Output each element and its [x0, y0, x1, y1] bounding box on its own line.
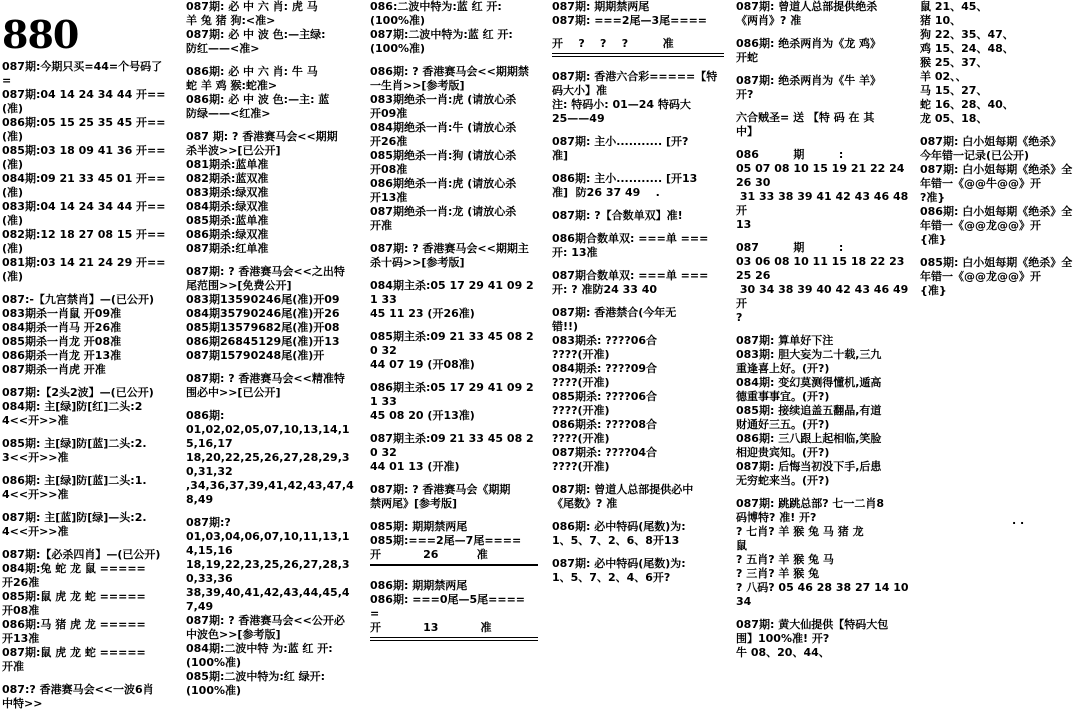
text-line: 087期: 必 中 波 色:—主绿:: [186, 28, 326, 41]
text-line: 081期杀:蓝单准: [186, 158, 269, 171]
text-line: 086期: 必 中 波 色:—主: 蓝: [186, 93, 330, 106]
text-line: 084期: 变幻莫测得懂机,遁高: [736, 376, 882, 389]
text-line: 082期杀:蓝双准: [186, 172, 269, 185]
text-line: ????(开准): [552, 432, 610, 445]
text-line: 086期: 绝杀两肖为《龙 鸡》: [736, 37, 882, 50]
text-line: 084期:二波中特 为:蓝 红 开:: [186, 642, 333, 655]
text-line: 087期:鼠 虎 龙 蛇 =====: [2, 646, 146, 659]
spacer: [186, 121, 358, 130]
text-line: 087期: ? 香港赛马会《期期: [370, 483, 511, 496]
text-line: 一生肖>>[参考版]: [370, 79, 465, 92]
text-line: 今年错一记录(已公开): [920, 149, 1030, 162]
spacer: [552, 223, 724, 232]
text-line: 081期:03 14 21 24 29 开==(准): [2, 256, 166, 283]
text-line: 25——49: [552, 112, 605, 125]
text-line: 084期主杀:05 17 29 41 09 21 33: [370, 279, 534, 306]
text-line: 45 08 20 (开13准): [370, 409, 475, 422]
spacer: [552, 511, 724, 520]
text-line: 086期: 期期禁两尾: [370, 579, 468, 592]
spacer: [552, 126, 724, 135]
text-line: 1、5、7、2、6、8开13: [552, 534, 680, 547]
text-line: 086期合数单双: ===单 ===: [552, 232, 709, 245]
text-line: 杀十码>>[参考版]: [370, 256, 465, 269]
text-line: 087期: 香港禁合(今年无: [552, 306, 677, 319]
text-line: 猴 25、37、: [920, 56, 988, 69]
text-line: 无穷蛇来当。(开?): [736, 474, 830, 487]
text-line: 086期: 必 中 六 肖: 牛 马: [186, 65, 318, 78]
text-line: 087 期: ? 香港赛马会<<期期: [186, 130, 338, 143]
text-line: 准]: [552, 149, 569, 162]
text-line: 087期: 曾道人总部提供绝杀: [736, 0, 878, 13]
text-line: ????(开准): [552, 376, 610, 389]
text-line: 087期:【必杀四肖】—(已公开): [2, 548, 161, 561]
text-line: 开13准: [370, 191, 408, 204]
text-line: 年错一《@@龙@@》开: [920, 219, 1041, 232]
spacer: [736, 139, 914, 148]
spacer: [736, 232, 914, 241]
text-line: ,34,36,37,39,41,42,43,47,48,49: [186, 479, 354, 506]
spacer: [2, 284, 172, 293]
text-line: 087:? 香港赛马会<<一波6肖: [2, 683, 154, 696]
text-line: ?: [736, 311, 743, 324]
spacer: [186, 256, 358, 265]
text-line: 086期杀一肖龙 开13准: [2, 349, 122, 362]
spacer: [552, 28, 724, 37]
text-line: 087期: ? 香港赛马会<<之出特: [186, 265, 345, 278]
text-line: 086期:: [186, 409, 225, 422]
text-line: (100%准): [370, 42, 426, 55]
text-line: 中波色>>[参考版]: [186, 628, 281, 641]
text-line: 087期:?: [186, 516, 231, 529]
text-line: 开 ? ? ? 准: [552, 37, 674, 50]
spacer: [370, 233, 538, 242]
text-line: 087期: ===2尾—3尾====: [552, 14, 708, 27]
text-line: 年错一《@@龙@@》开: [920, 270, 1041, 283]
text-line: 开?: [736, 88, 754, 101]
text-line: (100%准): [186, 684, 242, 697]
text-line: 开: 13准: [552, 246, 598, 259]
text-line: 重逢喜上好。(开?): [736, 362, 830, 375]
text-line: 083期13590246尾(准)开09: [186, 293, 340, 306]
text-line: 087期:04 14 24 34 44 开==(准): [2, 88, 166, 115]
text-line: 开09准: [370, 107, 408, 120]
text-line: 087期: 主小........... [开?: [552, 135, 689, 148]
spacer: [736, 609, 914, 618]
text-line: 杀半波>>[已公开]: [186, 144, 281, 157]
text-line: 蛇 羊 鸡 猴:蛇准>: [186, 79, 278, 92]
text-line: 087期: 跳跳总部? 七一二肖8: [736, 497, 885, 510]
text-line: 085期绝杀一肖:狗 (请放心杀: [370, 149, 517, 162]
text-line: 44 07 19 (开08准): [370, 358, 475, 371]
text-line: ? 八码? 05 46 28 38 27 14 10: [736, 581, 909, 594]
spacer: [2, 428, 172, 437]
spacer: [736, 325, 914, 334]
text-line: 085期:鼠 虎 龙 蛇 =====: [2, 590, 146, 603]
text-line: 085期: 白小姐每期《绝杀》全: [920, 256, 1073, 269]
text-line: 注: 特码小: 01—24 特码大: [552, 98, 691, 111]
text-line: 086期: 主小........... [开13: [552, 172, 698, 185]
text-line: 084期:兔 蛇 龙 鼠 =====: [2, 562, 146, 575]
text-line: =: [2, 74, 12, 87]
spacer: [370, 570, 538, 579]
text-line: 38,39,40,41,42,43,44,45,47,49: [186, 586, 350, 613]
spacer: [736, 28, 914, 37]
text-line: 中】: [736, 125, 758, 138]
text-line: 084期绝杀一肖:牛 (请放心杀: [370, 121, 517, 134]
text-line: (100%准): [186, 656, 242, 669]
column-6: [920, 0, 1080, 718]
spacer: [370, 474, 538, 483]
text-line: 085期杀: ????06合: [552, 390, 658, 403]
spacer: [920, 247, 1080, 256]
text-line: {准}: [920, 284, 947, 297]
spacer: [552, 548, 724, 557]
text-line: 年错一《@@牛@@》开: [920, 177, 1041, 190]
spacer: [370, 321, 538, 330]
text-line: 087期杀一肖虎 开准: [2, 363, 106, 376]
text-line: 码博特? 准! 开?: [736, 511, 817, 524]
spacer: [552, 260, 724, 269]
text-line: 3<<开>>准: [2, 451, 69, 464]
text-line: 45 11 23 (开26准): [370, 307, 475, 320]
text-line: 086期:马 猪 虎 龙 =====: [2, 618, 146, 631]
text-line: 六合贼圣= 送 【特 码 在 其: [736, 111, 875, 124]
text-line: 084期杀一肖马 开26准: [2, 321, 122, 334]
text-line: 开08准: [370, 163, 408, 176]
text-line: 087期主杀:09 21 33 45 08 20 32: [370, 432, 534, 459]
text-line: 087期: 黄大仙提供【特码大包: [736, 618, 889, 631]
text-line: 01,02,02,05,07,10,13,14,15,16,17: [186, 423, 350, 450]
spacer: [2, 539, 172, 548]
text-line: 围】100%准! 开?: [736, 632, 830, 645]
text-line: 开蛇: [736, 51, 758, 64]
text-line: 4<<开>>准: [2, 525, 69, 538]
big-number: 880: [2, 12, 79, 57]
text-line: 084期杀: ????09合: [552, 362, 658, 375]
text-line: 087期: 必中特码(尾数)为:: [552, 557, 686, 570]
text-line: 086期26845129尾(准)开13: [186, 335, 340, 348]
spacer: [2, 674, 172, 683]
spacer: [736, 65, 914, 74]
text-line: 087期: 后悔当初没下手,后患: [736, 460, 882, 473]
text-line: 084期:09 21 33 45 01 开==(准): [2, 172, 166, 199]
text-line: 4<<开>>准: [2, 414, 69, 427]
text-line: 087期: 期期禁两尾: [552, 0, 650, 13]
text-line: 085期:===2尾—7尾====: [370, 534, 522, 547]
spacer: [370, 56, 538, 65]
spacer: [552, 200, 724, 209]
text-line: =: [370, 607, 380, 620]
text-line: 087期: 曾道人总部提供必中: [552, 483, 694, 496]
text-line: (100%准): [370, 14, 426, 27]
spacer: [736, 488, 914, 497]
column-1: [2, 60, 172, 718]
text-line: 087期合数单双: ===单 ===: [552, 269, 709, 282]
text-line: 开26准: [2, 576, 40, 589]
spacer: [2, 465, 172, 474]
text-line: 05 07 08 10 15 19 21 22 24 26 30: [736, 162, 909, 189]
text-line: 码大小】准: [552, 84, 607, 97]
text-line: 087期:【2头2波】—(已公开): [2, 386, 154, 399]
spacer: [186, 507, 358, 516]
text-line: 083期杀:绿双准: [186, 186, 269, 199]
text-line: 开08准: [2, 604, 40, 617]
text-line: 086:二波中特为:蓝 红 开:: [370, 0, 502, 13]
text-line: 马 15、27、: [920, 84, 988, 97]
spacer: [920, 126, 1080, 135]
text-line: 4<<开>>准: [2, 488, 69, 501]
text-line: 085期13579682尾(准)开08: [186, 321, 340, 334]
text-line: 猪 10、: [920, 14, 962, 27]
text-line: 鼠: [736, 539, 747, 552]
spacer: [552, 61, 724, 70]
text-line: 中特>>: [2, 697, 43, 710]
text-line: 13: [736, 218, 752, 231]
text-line: 开26准: [370, 135, 408, 148]
text-line: 开 26 准: [370, 548, 488, 561]
text-line: 086期: 主[绿]防[蓝]二头:1.: [2, 474, 147, 487]
text-line: 085期杀:蓝单准: [186, 214, 269, 227]
text-line: 狗 22、35、47、: [920, 28, 1014, 41]
text-line: 087期:今期只买=44=个号码了: [2, 60, 163, 73]
separator-line: [370, 564, 538, 566]
text-line: 087期: 必 中 六 肖: 虎 马: [186, 0, 318, 13]
text-line: ????(开准): [552, 404, 610, 417]
text-line: 087期: 白小姐每期《绝杀》全: [920, 163, 1073, 176]
text-line: 086期: 白小姐每期《绝杀》全: [920, 205, 1073, 218]
text-line: 30 34 38 39 40 42 43 46 49 开: [736, 283, 916, 310]
text-line: 鼠 21、45、: [920, 0, 988, 13]
text-line: 087期杀: ????04合: [552, 446, 658, 459]
text-line: 087 期 :: [736, 241, 844, 254]
text-line: 087:-【九宫禁肖】—(已公开): [2, 293, 154, 306]
text-line: 开准: [2, 660, 24, 673]
spacer: [370, 270, 538, 279]
text-line: 083期杀一肖鼠 开09准: [2, 307, 122, 320]
text-line: 085期:二波中特为:红 绿开:: [186, 670, 325, 683]
text-line: 087期: ? 香港赛马会<<期期主: [370, 242, 529, 255]
text-line: 084期35790246尾(准)开26: [186, 307, 340, 320]
text-line: 087期: ? 香港赛马会<<公开必: [186, 614, 345, 627]
column-4: [552, 0, 724, 718]
text-line: 083期杀: ????06合: [552, 334, 658, 347]
spacer: [186, 363, 358, 372]
text-line: 开 13 准: [370, 621, 492, 634]
text-line: 禁两尾》[参考版]: [370, 497, 458, 510]
text-line: 087期: 白小姐每期《绝杀》: [920, 135, 1062, 148]
text-line: 《两肖》? 准: [736, 14, 802, 27]
text-line: 082期:12 18 27 08 15 开==(准): [2, 228, 166, 255]
text-line: 德重事事宜。(开?): [736, 390, 830, 403]
text-line: 084期: 主[绿]防[红]二头:2: [2, 400, 143, 413]
text-line: 086期: ===0尾—5尾====: [370, 593, 526, 606]
text-line: 1、5、7、2、4、6开?: [552, 571, 671, 584]
text-line: 开13准: [2, 632, 40, 645]
column-5: [736, 0, 914, 718]
text-line: 087期: 香港六合彩=====【特: [552, 70, 718, 83]
text-line: 087期:二波中特为:蓝 红 开:: [370, 28, 513, 41]
text-line: 086期:05 15 25 35 45 开==(准): [2, 116, 166, 143]
text-line: 开: ? 准防24 33 40: [552, 283, 658, 296]
text-line: 087期: ? 香港赛马会<<精准特: [186, 372, 345, 385]
text-line: 087期15790248尾(准)开: [186, 349, 325, 362]
text-line: ????(开准): [552, 460, 610, 473]
spacer: [186, 400, 358, 409]
text-line: 083期绝杀一肖:虎 (请放心杀: [370, 93, 517, 106]
text-line: 尾范围>>[免费公开]: [186, 279, 292, 292]
text-line: 财通好三五。(开?): [736, 418, 830, 431]
spacer: [552, 163, 724, 172]
text-line: 34: [736, 595, 752, 608]
spacer: [552, 297, 724, 306]
text-line: 086期绝杀一肖:虎 (请放心杀: [370, 177, 517, 190]
text-line: 086 期 :: [736, 148, 844, 161]
text-line: 01,03,04,06,07,10,11,13,14,15,16: [186, 530, 350, 557]
text-line: 086期: ? 香港赛马会<<期期禁: [370, 65, 529, 78]
text-line: 围必中>>[已公开]: [186, 386, 281, 399]
text-line: 087期: 绝杀两肖为《牛 羊》: [736, 74, 882, 87]
text-line: 085期: 接续追盖五翻晶,有道: [736, 404, 882, 417]
text-line: 087期绝杀一肖:龙 (请放心杀: [370, 205, 517, 218]
text-line: 18,19,22,23,25,26,27,28,30,33,36: [186, 558, 350, 585]
spacer: [2, 377, 172, 386]
spacer: [370, 372, 538, 381]
text-line: 牛 08、20、44、: [736, 646, 830, 659]
text-line: 错!!): [552, 320, 579, 333]
text-line: 31 33 38 39 41 42 43 46 48 开: [736, 190, 916, 217]
double-separator-line: [552, 53, 724, 57]
text-line: 085期主杀:09 21 33 45 08 20 32: [370, 330, 534, 357]
text-line: 鸡 15、24、48、: [920, 42, 1014, 55]
text-line: 相迎贵宾知。(开?): [736, 446, 830, 459]
spacer: [552, 474, 724, 483]
column-3: [370, 0, 538, 718]
text-line: 防红——<准>: [186, 42, 260, 55]
text-line: 03 06 08 10 11 15 18 22 23 25 26: [736, 255, 909, 282]
text-line: 085期: 期期禁两尾: [370, 520, 468, 533]
text-line: 086期主杀:05 17 29 41 09 21 33: [370, 381, 534, 408]
text-line: 087期: 算单好下注: [736, 334, 834, 347]
text-line: 蛇 16、28、40、: [920, 98, 1014, 111]
text-line: 085期: 主[绿]防[蓝]二头:2.: [2, 437, 147, 450]
text-line: 防绿——<红准>: [186, 107, 271, 120]
text-line: 085期:03 18 09 41 36 开==(准): [2, 144, 166, 171]
text-line: 083期:04 14 24 34 44 开==(准): [2, 200, 166, 227]
text-line: 18,20,22,25,26,27,28,29,30,31,32: [186, 451, 350, 478]
text-line: 087期杀:红单准: [186, 242, 269, 255]
spacer: [736, 102, 914, 111]
text-line: {准}: [920, 233, 947, 246]
text-line: ? 三肖? 羊 猴 兔: [736, 567, 820, 580]
text-line: 龙 05、18、: [920, 112, 988, 125]
text-line: ?准}: [920, 191, 946, 204]
spacer: [2, 502, 172, 511]
text-line: 准] 防26 37 49 .: [552, 186, 660, 199]
text-line: 086期: 三八跟上起相临,笑脸: [736, 432, 882, 445]
text-line: 《尾数》? 准: [552, 497, 618, 510]
text-line: 44 01 13 (开准): [370, 460, 460, 473]
text-line: 087期: 主[蓝]防[绿]—头:2.: [2, 511, 147, 524]
column-2: [186, 0, 358, 718]
text-line: ? 五肖? 羊 猴 兔 马: [736, 553, 834, 566]
text-line: ? 七肖? 羊 猴 兔 马 猪 龙: [736, 525, 864, 538]
text-line: 087期: ?【合数单双】准!: [552, 209, 683, 222]
text-line: 083期: 胆大妄为二十载,三九: [736, 348, 882, 361]
text-line: 086期杀:绿双准: [186, 228, 269, 241]
text-line: 羊 02、、: [920, 70, 967, 83]
text-line: 开准: [370, 219, 392, 232]
text-line: 羊 兔 猪 狗:<准>: [186, 14, 276, 27]
spacer: [186, 56, 358, 65]
spacer: [370, 423, 538, 432]
text-line: 086期: 必中特码(尾数)为:: [552, 520, 686, 533]
stray-dots: . .: [1012, 514, 1025, 527]
spacer: [370, 511, 538, 520]
text-line: 084期杀:绿双准: [186, 200, 269, 213]
text-line: ????(开准): [552, 348, 610, 361]
text-line: 085期杀一肖龙 开08准: [2, 335, 122, 348]
double-separator-line: [370, 637, 538, 641]
text-line: 086期杀: ????08合: [552, 418, 658, 431]
